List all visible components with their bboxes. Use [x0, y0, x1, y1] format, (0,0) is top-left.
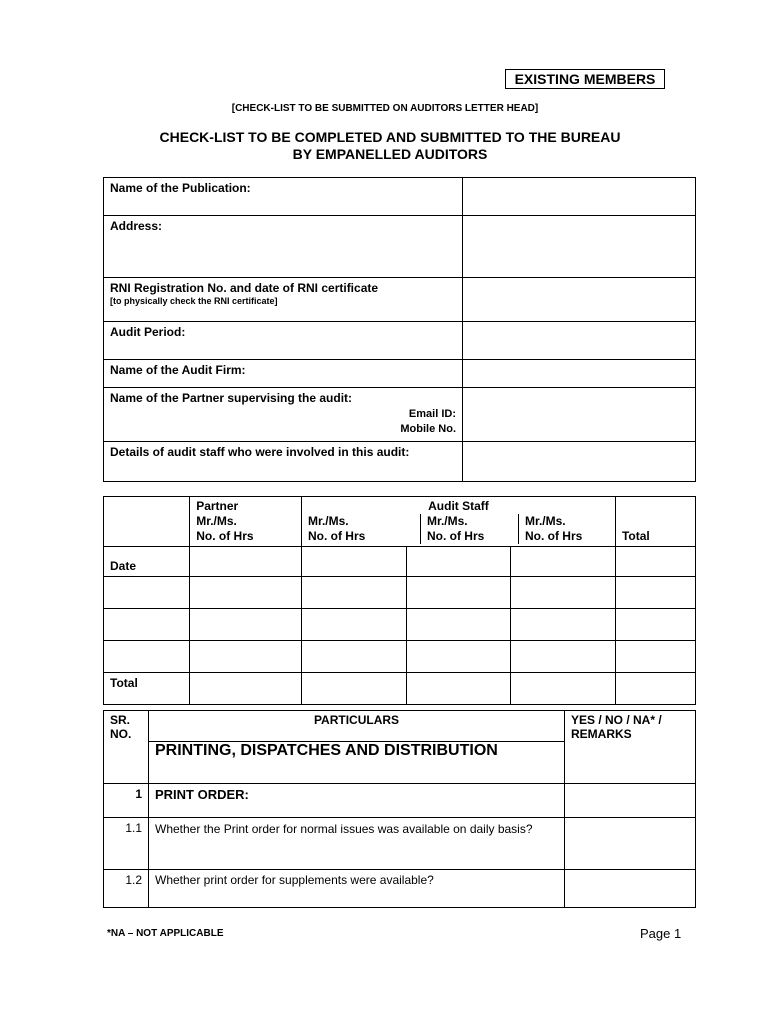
page-number: Page 1: [640, 926, 682, 941]
staff2-hrs: No. of Hrs: [426, 529, 485, 543]
hours-cell[interactable]: [511, 641, 616, 673]
total-cell[interactable]: [511, 673, 616, 705]
audit-period-field[interactable]: [463, 322, 696, 360]
hours-cell[interactable]: [301, 609, 406, 641]
date-cell[interactable]: [104, 609, 190, 641]
hours-cell[interactable]: [511, 577, 616, 609]
remarks-cell[interactable]: [565, 784, 696, 818]
staff3-mr-ms: Mr./Ms.: [524, 514, 566, 528]
staff3-header: [518, 514, 615, 544]
partner-field[interactable]: [463, 388, 696, 442]
audit-staff-table: [103, 496, 696, 705]
hours-cell[interactable]: [301, 547, 406, 577]
particulars-header: PARTICULARS: [149, 711, 565, 742]
date-cell[interactable]: [104, 577, 190, 609]
hours-cell[interactable]: [190, 641, 302, 673]
section-heading: PRINTING, DISPATCHES AND DISTRIBUTION: [149, 742, 565, 784]
audit-firm-field[interactable]: [463, 360, 696, 388]
total-column-header: Total: [615, 497, 695, 547]
total-cell[interactable]: [190, 673, 302, 705]
na-footnote: *NA – NOT APPLICABLE: [107, 928, 224, 939]
row-text: Whether the Print order for normal issues was available on daily basis?: [149, 818, 565, 870]
sr-no-header: SR. NO.: [104, 711, 149, 784]
staff1-mr-ms: Mr./Ms.: [307, 514, 349, 528]
partner-label: [104, 388, 463, 442]
email-label: Email ID:: [408, 408, 456, 420]
remarks-cell[interactable]: [565, 870, 696, 908]
hours-cell[interactable]: [190, 609, 302, 641]
total-cell[interactable]: [406, 673, 511, 705]
staff2-header: [420, 514, 518, 544]
mobile-label: Mobile No.: [400, 423, 456, 435]
audit-period-label: Audit Period:: [104, 322, 463, 360]
staff1-header: [302, 514, 420, 544]
staff1-hrs: No. of Hrs: [307, 529, 366, 543]
rni-text: RNI Registration No. and date of RNI certificate: [110, 281, 379, 295]
staff-details-label: Details of audit staff who were involved in this audit:: [104, 442, 463, 482]
instruction-note: [CHECK-LIST TO BE SUBMITTED ON AUDITORS LETTER HEAD]: [231, 103, 539, 114]
hours-cell[interactable]: [615, 609, 695, 641]
row-text: Whether print order for supplements were available?: [149, 870, 565, 908]
hours-cell[interactable]: [301, 577, 406, 609]
publication-label: Name of the Publication:: [104, 178, 463, 216]
staff-corner-cell: [104, 497, 190, 547]
title-line-2: BY EMPANELLED AUDITORS: [292, 146, 488, 162]
hours-cell[interactable]: [190, 577, 302, 609]
rni-label: [104, 278, 463, 322]
partner-column-header: [190, 497, 302, 547]
partner-text: Name of the Partner supervising the audit:: [110, 391, 353, 405]
hours-cell[interactable]: [615, 641, 695, 673]
audit-staff-header: [301, 497, 615, 547]
date-label: Date: [104, 547, 190, 577]
audit-firm-label: Name of the Audit Firm:: [104, 360, 463, 388]
page-title: [0, 129, 770, 163]
row-number: 1.1: [104, 818, 149, 870]
hours-cell[interactable]: [190, 547, 302, 577]
total-cell[interactable]: [301, 673, 406, 705]
date-cell[interactable]: [104, 641, 190, 673]
partner-header: Partner: [196, 499, 239, 513]
address-label: Address:: [104, 216, 463, 278]
title-line-1: CHECK-LIST TO BE COMPLETED AND SUBMITTED TO THE BUREAU: [159, 129, 621, 145]
staff-details-field[interactable]: [463, 442, 696, 482]
staff2-mr-ms: Mr./Ms.: [426, 514, 468, 528]
checklist-table: [103, 710, 696, 908]
hours-cell[interactable]: [615, 577, 695, 609]
publication-info-table: [103, 177, 696, 482]
hours-cell[interactable]: [406, 641, 511, 673]
row-number: 1: [104, 784, 149, 818]
audit-staff-label: Audit Staff: [428, 499, 489, 513]
total-cell[interactable]: [615, 673, 695, 705]
existing-members-badge: EXISTING MEMBERS: [505, 69, 665, 89]
staff3-hrs: No. of Hrs: [524, 529, 583, 543]
partner-hrs: No. of Hrs: [196, 529, 254, 543]
hours-cell[interactable]: [301, 641, 406, 673]
total-row-label: Total: [104, 673, 190, 705]
address-field[interactable]: [463, 216, 696, 278]
hours-cell[interactable]: [615, 547, 695, 577]
hours-cell[interactable]: [511, 609, 616, 641]
rni-note: [to physically check the RNI certificate]: [110, 296, 278, 306]
hours-cell[interactable]: [511, 547, 616, 577]
remarks-header: YES / NO / NA* / REMARKS: [565, 711, 696, 784]
rni-field[interactable]: [463, 278, 696, 322]
hours-cell[interactable]: [406, 577, 511, 609]
hours-cell[interactable]: [406, 609, 511, 641]
hours-cell[interactable]: [406, 547, 511, 577]
partner-mr-ms: Mr./Ms.: [196, 514, 237, 528]
row-text: PRINT ORDER:: [149, 784, 565, 818]
remarks-cell[interactable]: [565, 818, 696, 870]
publication-field[interactable]: [463, 178, 696, 216]
row-number: 1.2: [104, 870, 149, 908]
